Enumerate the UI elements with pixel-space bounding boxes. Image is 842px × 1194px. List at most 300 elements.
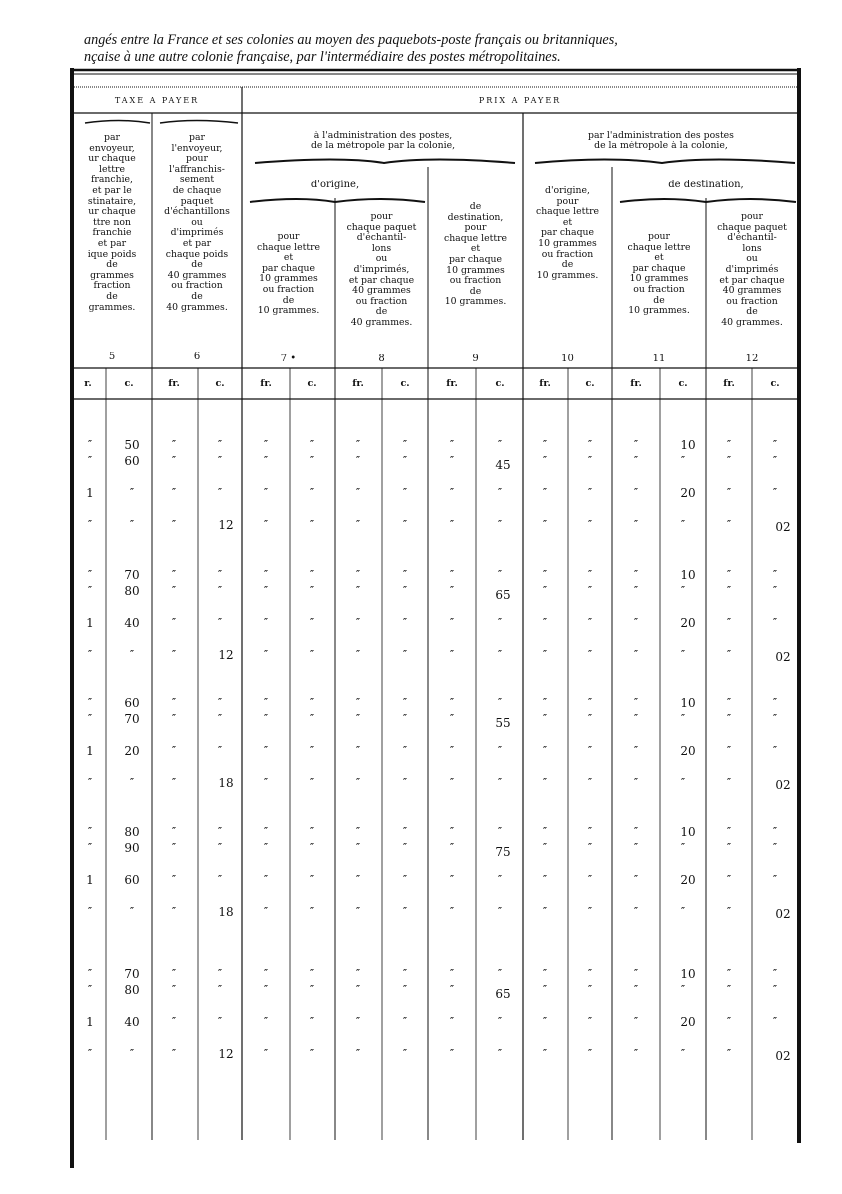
table-cell: 60 (124, 873, 140, 887)
col-number-11: 11 (652, 354, 666, 364)
col8-header-line: lons (371, 242, 392, 254)
table-cell: ″ (263, 827, 269, 837)
table-cell: ″ (633, 969, 639, 979)
col9-header-line: pour (464, 222, 487, 234)
col6-header-line: ou (191, 216, 203, 228)
table-cell: ″ (309, 520, 315, 530)
table-cell: ″ (355, 456, 361, 466)
table-cell: ″ (497, 440, 503, 450)
table-cell: 70 (124, 568, 140, 582)
table-cell: ″ (171, 586, 177, 596)
table-cell: ″ (587, 827, 593, 837)
table-cell: 65 (495, 588, 511, 602)
col9-header-line: chaque lettre (443, 232, 508, 244)
table-cell: ″ (542, 586, 548, 596)
col5-header-line: ttre non (93, 216, 131, 228)
table-cell: ″ (772, 843, 778, 853)
col6-header-line: d'imprimés (170, 227, 224, 239)
table-cell: 70 (124, 967, 140, 981)
destination-header: de destination, (668, 180, 744, 190)
table-cell: ″ (680, 1049, 686, 1059)
table-cell: ″ (449, 746, 455, 756)
table-cell: ″ (726, 570, 732, 580)
table-cell: ″ (171, 650, 177, 660)
table-cell: 10 (680, 967, 696, 981)
table-cell: ″ (309, 827, 315, 837)
table-cell: 20 (124, 744, 140, 758)
table-cell: ″ (263, 875, 269, 885)
col6-header-line: sement (179, 174, 215, 186)
table-cell: ″ (726, 440, 732, 450)
col8-header-line: 40 grammes. (350, 316, 413, 328)
col6-header-line: pour (186, 153, 208, 165)
table-cell: ″ (633, 843, 639, 853)
table-cell: ″ (680, 586, 686, 596)
table-cell: ″ (497, 698, 503, 708)
table-cell: ″ (633, 985, 639, 995)
table-cell: ″ (542, 907, 548, 917)
table-cell: ″ (542, 1049, 548, 1059)
table-cell: ″ (402, 618, 408, 628)
table-cell: ″ (680, 843, 686, 853)
table-cell: ″ (633, 875, 639, 885)
col12-header-line: ou (746, 253, 758, 265)
table-cell: 02 (775, 1049, 791, 1063)
table-cell: 60 (124, 696, 140, 710)
table-cell: ″ (171, 1049, 177, 1059)
table-cell: ″ (726, 586, 732, 596)
table-cell: ″ (355, 778, 361, 788)
table-cell: ″ (355, 586, 361, 596)
col8-header-line: et par chaque (348, 274, 415, 286)
unit-label: c. (678, 379, 688, 389)
table-cell: ″ (309, 875, 315, 885)
table-cell: ″ (87, 843, 93, 853)
table-cell: ″ (542, 650, 548, 660)
table-cell: ″ (772, 570, 778, 580)
table-cell: 65 (495, 987, 511, 1001)
col5-header-line: ur chaque (88, 206, 136, 218)
table-cell: ″ (402, 650, 408, 660)
table-cell: 02 (775, 778, 791, 792)
table-cell: 12 (218, 518, 234, 532)
col11-header-line: et (654, 252, 664, 264)
col10-header-line: de (561, 259, 574, 271)
table-cell: ″ (542, 969, 548, 979)
col12-header-line: 40 grammes (722, 285, 782, 297)
table-cell: 1 (86, 486, 94, 500)
col8-header-line: de (375, 306, 388, 318)
col12-header-line: pour (741, 212, 763, 222)
table-cell: 50 (124, 438, 140, 452)
table-cell: ″ (449, 618, 455, 628)
table-cell: 80 (124, 584, 140, 598)
table-cell: ″ (772, 488, 778, 498)
table-cell: ″ (87, 440, 93, 450)
table-cell: ″ (263, 698, 269, 708)
origine-header: d'origine, (310, 180, 360, 190)
table-cell: ″ (402, 714, 408, 724)
col8-header-line: pour (370, 212, 393, 222)
table-cell: ″ (171, 827, 177, 837)
table-cell: ″ (542, 827, 548, 837)
table-cell: ″ (87, 969, 93, 979)
table-cell: ″ (309, 907, 315, 917)
table-cell: ″ (587, 520, 593, 530)
table-cell: ″ (217, 440, 223, 450)
col12-header-line: 40 grammes. (721, 316, 783, 328)
col5-header (72, 133, 152, 313)
table-cell: ″ (87, 778, 93, 788)
table-cell: ″ (633, 570, 639, 580)
table-cell: 1 (86, 744, 94, 758)
table-cell: ″ (633, 440, 639, 450)
table-cell: ″ (217, 843, 223, 853)
table-cell: 75 (495, 845, 511, 859)
title-line-1: angés entre la France et ses colonies au moyen des paquebots-poste français ou britanniques, (84, 32, 618, 48)
col11-header-line: chaque lettre (627, 241, 691, 253)
table-cell: ″ (217, 586, 223, 596)
table-cell: ″ (726, 827, 732, 837)
table-cell: ″ (355, 570, 361, 580)
table-cell: ″ (726, 969, 732, 979)
table-cell: ″ (171, 985, 177, 995)
table-cell: ″ (449, 827, 455, 837)
table-cell: ″ (726, 843, 732, 853)
col9-header-line: de (469, 285, 482, 297)
col12-header-line: de (746, 306, 758, 318)
table-cell: 80 (124, 983, 140, 997)
col7-header-line: chaque lettre (256, 241, 321, 253)
table-cell: ″ (449, 1017, 455, 1027)
table-cell: ″ (449, 520, 455, 530)
table-cell: ″ (129, 907, 135, 917)
table-cell: ″ (171, 440, 177, 450)
table-cell: ″ (129, 778, 135, 788)
table-cell: ″ (680, 985, 686, 995)
table-cell: ″ (263, 778, 269, 788)
table-cell: ″ (87, 586, 93, 596)
table-cell: ″ (726, 778, 732, 788)
table-cell: ″ (355, 714, 361, 724)
table-cell: ″ (772, 746, 778, 756)
col10-header-line: pour (556, 195, 579, 207)
table-cell: ″ (772, 969, 778, 979)
table-cell: ″ (217, 456, 223, 466)
taxe-header: TAXE A PAYER (114, 96, 200, 105)
table-cell: ″ (587, 875, 593, 885)
table-cell: 80 (124, 825, 140, 839)
table-cell: ″ (680, 907, 686, 917)
col10-header-line: d'origine, (545, 186, 590, 196)
table-cell: ″ (449, 650, 455, 660)
table-cell: ″ (587, 698, 593, 708)
table-cell: ″ (587, 778, 593, 788)
col7-header-line: et (283, 252, 294, 264)
table-cell: ″ (263, 985, 269, 995)
col9-header-line: 10 grammes (446, 264, 505, 276)
table-cell: ″ (449, 714, 455, 724)
table-cell: ″ (449, 570, 455, 580)
table-cell: 70 (124, 712, 140, 726)
table-cell: ″ (449, 698, 455, 708)
table-cell: ″ (217, 969, 223, 979)
col6-header-line: d'échantillons (164, 206, 230, 218)
table-cell: ″ (633, 618, 639, 628)
table-cell: ″ (263, 488, 269, 498)
table-cell: ″ (355, 843, 361, 853)
unit-label: fr. (446, 379, 458, 389)
col6-header (152, 133, 242, 313)
table-cell: ″ (587, 488, 593, 498)
table-cell: ″ (309, 650, 315, 660)
unit-label: c. (215, 379, 225, 389)
table-cell: ″ (402, 778, 408, 788)
table-cell: ″ (129, 650, 135, 660)
table-cell: ″ (726, 746, 732, 756)
table-cell: ″ (87, 520, 93, 530)
table-cell: ″ (497, 907, 503, 917)
col5-header-line: grammes. (88, 301, 136, 313)
col5-header-line: envoyeur, (89, 142, 135, 154)
unit-label: c. (124, 379, 134, 389)
unit-label: r. (84, 379, 92, 389)
table-cell: ″ (217, 827, 223, 837)
table-cell: ″ (772, 618, 778, 628)
col6-header-line: ou fraction (171, 280, 223, 292)
table-cell: ″ (680, 520, 686, 530)
unit-label: c. (585, 379, 595, 389)
table-cell: ″ (217, 488, 223, 498)
col6-header-line: paquet (180, 195, 214, 207)
table-cell: ″ (497, 650, 503, 660)
col5-header-line: franchie (92, 227, 132, 239)
table-cell: 18 (218, 776, 234, 790)
col5-header-line: stinataire, (87, 195, 137, 207)
unit-label: fr. (352, 379, 364, 389)
table-cell: ″ (772, 714, 778, 724)
table-cell: ″ (633, 714, 639, 724)
unit-label: c. (400, 379, 410, 389)
table-cell: ″ (772, 698, 778, 708)
table-cell: ″ (587, 440, 593, 450)
table-cell: ″ (726, 618, 732, 628)
col9-header-line: et (470, 243, 481, 255)
table-cell: 20 (680, 616, 696, 630)
table-cell: ″ (680, 456, 686, 466)
table-cell: ″ (217, 714, 223, 724)
table-cell: ″ (309, 488, 315, 498)
table-cell: ″ (542, 875, 548, 885)
table-cell: ″ (309, 985, 315, 995)
col11-header-line: 10 grammes. (628, 305, 690, 317)
table-cell: ″ (355, 520, 361, 530)
table-cell: ″ (449, 875, 455, 885)
table-cell: ″ (309, 698, 315, 708)
admin-colonie-line2: de la métropole par la colonie, (310, 141, 456, 151)
table-cell: ″ (680, 650, 686, 660)
table-cell: ″ (402, 746, 408, 756)
table-cell: ″ (87, 698, 93, 708)
table-cell: ″ (171, 618, 177, 628)
table-cell: 90 (124, 841, 140, 855)
table-cell: ″ (633, 907, 639, 917)
table-cell: ″ (680, 778, 686, 788)
col10-header-line: ou fraction (541, 248, 594, 260)
table-cell: ″ (263, 746, 269, 756)
table-cell: ″ (309, 843, 315, 853)
title-line-2: nçaise à une autre colonie française, par l'intermédiaire des postes métropolitaines. (84, 49, 561, 65)
table-cell: ″ (680, 714, 686, 724)
table-cell: ″ (772, 1017, 778, 1027)
table-cell: ″ (171, 907, 177, 917)
table-cell: ″ (497, 520, 503, 530)
col5-header-line: fraction (93, 280, 131, 292)
table-cell: ″ (633, 520, 639, 530)
admin-colonie-line1: à l'administration des postes, (313, 131, 453, 141)
table-cell: ″ (355, 698, 361, 708)
col5-header-line: de (106, 290, 118, 302)
table-cell: 02 (775, 907, 791, 921)
table-cell: ″ (449, 969, 455, 979)
table-cell: ″ (542, 520, 548, 530)
table-cell: 20 (680, 1015, 696, 1029)
table-cell: ″ (263, 586, 269, 596)
table-cell: ″ (355, 827, 361, 837)
col12-header-line: d'imprimés (725, 263, 779, 275)
col7-header-line: ou fraction (262, 283, 315, 295)
table-cell: ″ (542, 778, 548, 788)
table-cell: ″ (171, 456, 177, 466)
table-cell: ″ (587, 586, 593, 596)
table-cell: 40 (124, 1015, 140, 1029)
table-cell: ″ (449, 907, 455, 917)
table-cell: ″ (633, 698, 639, 708)
table-cell: ″ (726, 907, 732, 917)
col5-header-line: et par (97, 237, 127, 249)
col-number-6: 6 (193, 352, 201, 362)
table-cell: ″ (355, 875, 361, 885)
table-cell: ″ (772, 586, 778, 596)
table-cell: ″ (309, 586, 315, 596)
table-cell: ″ (309, 1049, 315, 1059)
col12-header-line: et par chaque (719, 274, 785, 286)
table-cell: ″ (263, 969, 269, 979)
col10-header-line: chaque lettre (535, 206, 600, 218)
table-cell: ″ (449, 843, 455, 853)
table-cell: ″ (263, 1017, 269, 1027)
table-cell: ″ (633, 650, 639, 660)
col8-header-line: ou (375, 253, 388, 265)
table-cell: ″ (497, 488, 503, 498)
table-cell: ″ (497, 570, 503, 580)
table-cell: ″ (171, 714, 177, 724)
table-cell: 02 (775, 520, 791, 534)
table-cell: 1 (86, 616, 94, 630)
table-cell: ″ (309, 618, 315, 628)
table-cell: ″ (309, 778, 315, 788)
table-cell: ″ (87, 827, 93, 837)
col10-header-line: par chaque (540, 227, 595, 239)
col9-header-line: de (469, 202, 482, 212)
table-cell: ″ (171, 570, 177, 580)
table-cell: ″ (355, 1017, 361, 1027)
table-cell: ″ (87, 714, 93, 724)
col12-header-line: lons (742, 242, 762, 254)
table-cell: ″ (171, 746, 177, 756)
table-cell: 10 (680, 696, 696, 710)
table-cell: ″ (449, 778, 455, 788)
table-cell: ″ (171, 875, 177, 885)
table-cell: ″ (587, 907, 593, 917)
table-cell: ″ (87, 456, 93, 466)
col10-header (523, 186, 612, 281)
col6-header-line: par (189, 133, 205, 143)
unit-label: c. (770, 379, 780, 389)
table-cell: ″ (171, 520, 177, 530)
table-cell: ″ (217, 618, 223, 628)
col10-header-line: 10 grammes (538, 237, 597, 249)
table-cell: ″ (726, 488, 732, 498)
table-cell: ″ (217, 698, 223, 708)
table-cell: ″ (542, 746, 548, 756)
table-cell: ″ (497, 875, 503, 885)
col6-header-line: 40 grammes (167, 269, 227, 281)
col5-header-line: par (104, 133, 120, 143)
table-cell: ″ (726, 1017, 732, 1027)
table-cell: ″ (542, 843, 548, 853)
table-cell: ″ (587, 985, 593, 995)
table-cell: ″ (402, 985, 408, 995)
table-cell: ″ (171, 969, 177, 979)
table-cell: 1 (86, 873, 94, 887)
table-cell: ″ (542, 618, 548, 628)
table-cell: ″ (263, 714, 269, 724)
table-cell: 20 (680, 744, 696, 758)
table-cell: ″ (129, 520, 135, 530)
col12-header-line: chaque paquet (717, 221, 787, 233)
table-cell: ″ (355, 488, 361, 498)
table-cell: ″ (633, 1017, 639, 1027)
table-cell: ″ (355, 907, 361, 917)
table-cell: 20 (680, 873, 696, 887)
table-cell: ″ (309, 1017, 315, 1027)
col6-header-line: chaque poids (165, 248, 229, 260)
col11-header-line: pour (648, 232, 670, 242)
col6-header-line: l'affranchis- (169, 163, 225, 175)
table-cell: ″ (355, 746, 361, 756)
table-cell: ″ (217, 746, 223, 756)
table-cell: ″ (726, 1049, 732, 1059)
table-cell: ″ (171, 843, 177, 853)
table-cell: ″ (497, 746, 503, 756)
table-cell: ″ (497, 827, 503, 837)
table-cell: ″ (309, 714, 315, 724)
table-cell: ″ (263, 618, 269, 628)
table-cell: ″ (449, 440, 455, 450)
table-cell: ″ (402, 1049, 408, 1059)
table-cell: ″ (263, 650, 269, 660)
table-cell: 02 (775, 650, 791, 664)
table-cell: ″ (171, 1017, 177, 1027)
col8-header-line: 40 grammes (352, 285, 411, 297)
table-cell: ″ (542, 456, 548, 466)
table-cell: ″ (309, 440, 315, 450)
table-cell: ″ (87, 907, 93, 917)
admin-metropole-line2: de la métropole à la colonie, (594, 141, 728, 151)
col8-header-line: d'imprimés, (353, 263, 410, 275)
table-cell: ″ (402, 1017, 408, 1027)
